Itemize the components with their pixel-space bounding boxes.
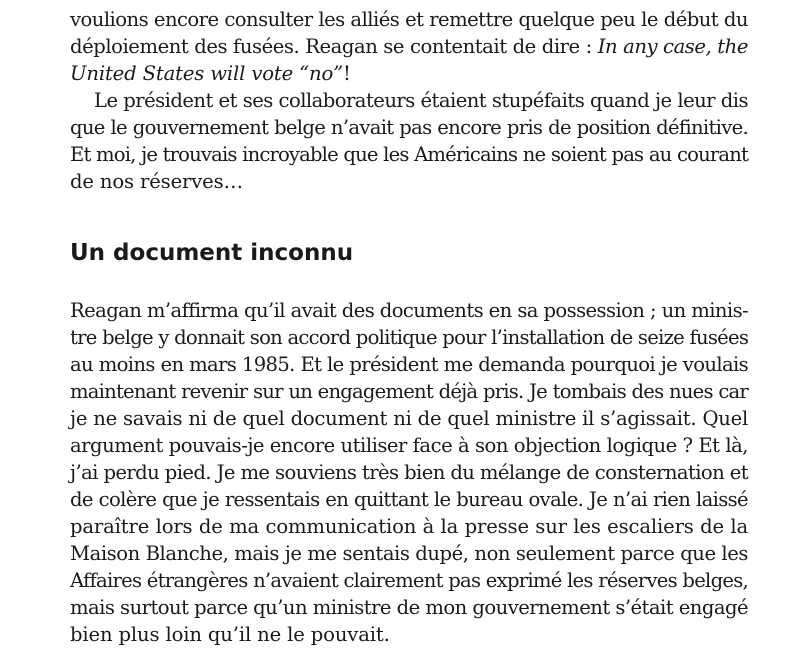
text-line <box>70 60 748 87</box>
text-line: Maison Blanche, mais je me sentais dupé, non seulement parce que les <box>70 542 748 565</box>
text-line: maintenant revenir sur un engagement déjà pris. Je tombais des nues car <box>70 380 748 403</box>
text-line: au moins en mars 1985. Et le président me demanda pourquoi je voulais <box>70 353 748 376</box>
text-line: de colère que je ressentais en quittant le bureau ovale. Je n’ai rien laissé <box>70 488 748 511</box>
text-segment: déploiement des fusées. Reagan se contentait de dire : <box>70 35 598 58</box>
text-line: tre belge y donnait son accord politique pour l’installation de seize fusées <box>70 326 749 349</box>
text-line: je ne savais ni de quel document ni de quel ministre il s’agissait. Quel <box>70 407 748 430</box>
text-segment: ! <box>343 62 351 85</box>
text-line: voulions encore consulter les alliés et remettre quelque peu le début du <box>70 8 748 31</box>
text-line: Reagan m’affirma qu’il avait des documents en sa possession ; un minis- <box>70 299 749 322</box>
text-line: bien plus loin qu’il ne le pouvait. <box>70 623 390 646</box>
text-line <box>70 33 748 60</box>
text-line: mais surtout parce qu’un ministre de mon gouvernement s’était engagé <box>70 596 749 619</box>
text-line: que le gouvernement belge n’avait pas encore pris de position définitive. <box>70 116 748 139</box>
text-line: Et moi, je trouvais incroyable que les Américains ne soient pas au courant <box>70 143 748 166</box>
text-line: Le président et ses collaborateurs étaient stupéfaits quand je leur dis <box>94 89 748 112</box>
text-line: paraître lors de ma communication à la presse sur les escaliers de la <box>70 515 748 538</box>
italic-quote: In any case, the <box>597 35 748 58</box>
section-heading: Un document inconnu <box>70 240 354 266</box>
text-line: de nos réserves… <box>70 170 243 193</box>
text-line: Affaires étrangères n’avaient clairement pas exprimé les réserves belges, <box>70 569 748 592</box>
paragraph-3 <box>70 297 748 648</box>
text-line: argument pouvais-je encore utiliser face à son objection logique ? Et là, <box>70 434 748 457</box>
italic-quote-continued: United States will vote <box>70 62 300 85</box>
paragraph-1 <box>70 6 748 87</box>
quoted-word: “no” <box>299 62 343 85</box>
text-line: j’ai perdu pied. Je me souviens très bien du mélange de consternation et <box>70 461 749 484</box>
paragraph-2 <box>70 87 748 195</box>
